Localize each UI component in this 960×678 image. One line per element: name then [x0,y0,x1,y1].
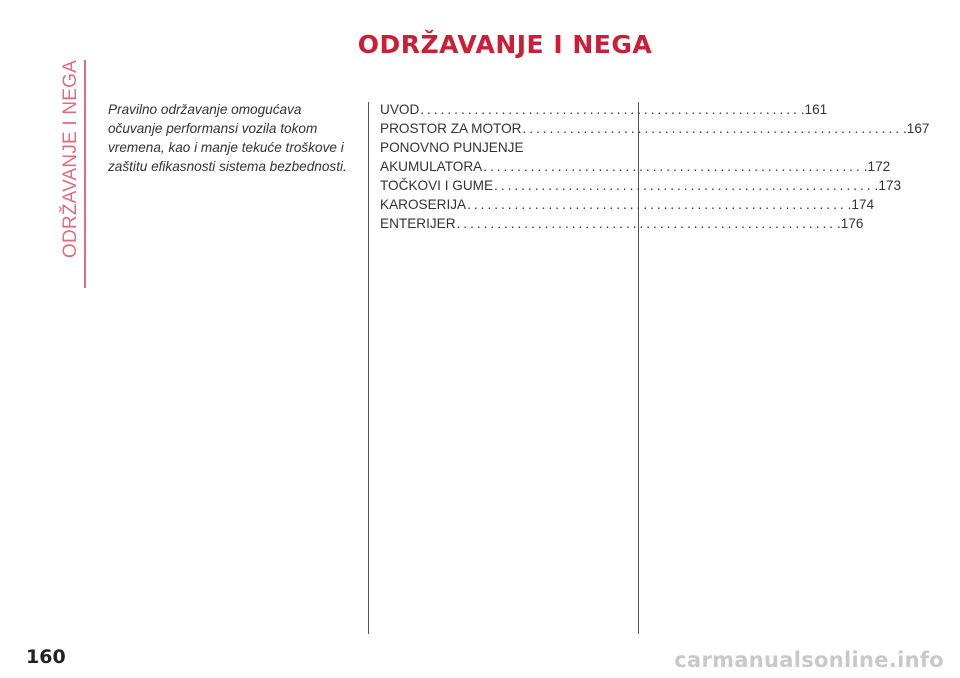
toc-dot-leader: ........................................................ [483,159,863,174]
toc-item-label: PROSTOR ZA MOTOR [380,121,522,136]
column-divider-left [368,102,369,634]
toc-item-akumulatora[interactable] [380,157,891,176]
toc-item-page: .161 [800,102,828,117]
toc-item-page: .173 [874,178,902,193]
toc-dot-leader: ........................................................ [467,197,847,212]
toc-item-ponovno-punjenje[interactable] [380,138,612,157]
side-chapter-label: ODRŽAVANJE I NEGA [60,59,81,258]
toc-dot-leader: ........................................................ [494,178,874,193]
toc-item-karoserija[interactable] [380,195,875,214]
toc-item-prostor-za-motor[interactable] [380,119,930,138]
toc-item-page: .172 [863,159,891,174]
toc-item-page: .174 [847,197,875,212]
toc-item-enterijer[interactable] [380,214,864,233]
toc-dot-leader: ........................................................ [522,121,902,136]
side-chapter-tab [60,30,82,260]
toc-dot-leader: ........................................................ [420,102,800,117]
toc-item-label: ENTERIJER [380,216,456,231]
side-chapter-rule [84,60,86,288]
toc-item-label: UVOD [380,102,420,117]
page-number: 160 [26,646,66,668]
toc-item-page: .176 [837,216,864,231]
table-of-contents [380,100,930,233]
toc-item-tockovi-i-gume[interactable] [380,176,902,195]
page-title: ODRŽAVANJE I NEGA [357,30,653,59]
toc-item-label: PONOVNO PUNJENJE [380,140,524,155]
toc-item-label: TOČKOVI I GUME [380,178,494,193]
toc-dot-leader: ........................................................ [456,216,837,231]
toc-item-label: KAROSERIJA [380,197,467,212]
watermark: carmanualsonline.info [674,648,944,672]
toc-item-page: .167 [903,121,930,136]
toc-item-label: AKUMULATORA [380,159,483,174]
toc-item-uvod[interactable] [380,100,828,119]
intro-paragraph: Pravilno održavanje omogućava očuvanje performansi vozila tokom vremena, kao i manje tekuće troškove i zaštitu efikasnosti sistema bezbednosti. [108,102,347,174]
